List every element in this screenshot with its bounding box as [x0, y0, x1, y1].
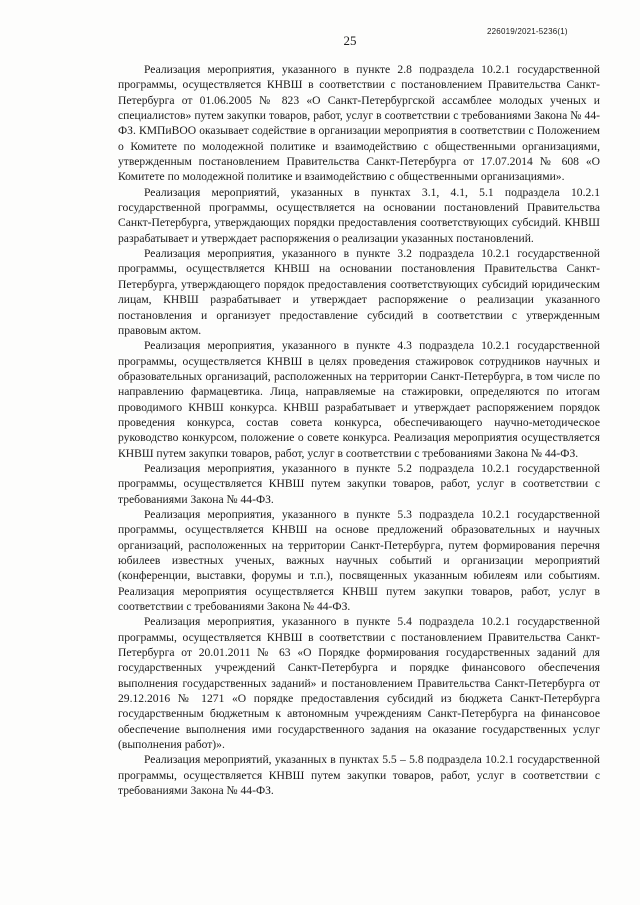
document-reference-number: 226019/2021-5236(1): [487, 27, 568, 36]
paragraph-item-2-8: Реализация мероприятия, указанного в пункте 2.8 подраздела 10.2.1 государственной программы, осуществляется КНВШ в соответствии с постановлением Правительства Санкт-Петербурга от 01.06.2005 № 823 «О Санкт-Петербургской ассамблее молодых ученых и специалистов» путем закупки товаров, работ, услуг в соответствии с требованиями Закона № 44-ФЗ. КМПиВОО оказывает содействие в организации мероприятия в соответствии с Положением о Комитете по молодежной политике и взаимодействию с общественными организациями, утвержденным постановлением Правительства Санкт-Петербурга от 17.07.2014 № 608 «О Комитете по молодежной политике и взаимодействию с общественными организациями».: [118, 63, 600, 184]
paragraph-item-5-3: Реализация мероприятия, указанного в пункте 5.3 подраздела 10.2.1 государственной программы, осуществляется КНВШ на основе предложений образовательных и научных организаций, расположенных на территории Санкт-Петербурга, путем формирования перечня юбилеев известных ученых, важных научных событий и организации мероприятий (конференции, выставки, форумы и т.п.), посвященных указанным юбилеям или событиям. Реализация мероприятия осуществляется КНВШ путем закупки товаров, работ, услуг в соответствии с требованиями Закона № 44-ФЗ.: [118, 507, 600, 614]
paragraph-items-5-5-5-8: Реализация мероприятий, указанных в пунктах 5.5 – 5.8 подраздела 10.2.1 государственной программы, осуществляется КНВШ путем закупки товаров, работ, услуг в соответствии с требованиями Закона № 44-ФЗ.: [118, 753, 600, 798]
paragraph-item-3-2: Реализация мероприятия, указанного в пункте 3.2 подраздела 10.2.1 государственной программы, осуществляется КНВШ на основании постановления Правительства Санкт-Петербурга, утверждающего порядок предоставления соответствующих субсидий юридическим лицам, КНВШ разрабатывает и утверждает распоряжение о реализации указанного постановления и организует предоставление субсидий в соответствии с утвержденным правовым актом.: [118, 247, 600, 337]
page-number: 25: [343, 33, 357, 48]
paragraph-items-3-1-4-1-5-1: Реализация мероприятий, указанных в пунктах 3.1, 4.1, 5.1 подраздела 10.2.1 государственной программы, осуществляется на основании постановлений Правительства Санкт-Петербурга, утверждающих порядки предоставления соответствующих субсидий. КНВШ разрабатывает и утверждает распоряжения о реализации указанных постановлений.: [118, 185, 600, 245]
paragraph-item-5-2: Реализация мероприятия, указанного в пункте 5.2 подраздела 10.2.1 государственной программы, осуществляется КНВШ путем закупки товаров, работ, услуг в соответствии с требованиями Закона № 44-ФЗ.: [118, 461, 600, 506]
document-body: [118, 62, 600, 799]
paragraph-item-4-3: Реализация мероприятия, указанного в пункте 4.3 подраздела 10.2.1 государственной программы, осуществляется КНВШ в целях проведения стажировок сотрудников научных и образовательных организаций, расположенных на территории Санкт-Петербурга, в том числе по направлению фармацевтика. Лица, направляемые на стажировки, определяются по итогам проводимого КНВШ конкурса. КНВШ разрабатывает и утверждает распоряжением порядок проведения конкурса, состав совета конкурса, обеспечивающего научно-методическое руководство конкурсом, положение о совете конкурса. Реализация мероприятия осуществляется КНВШ путем закупки товаров, работ, услуг в соответствии с требованиями Закона № 44-ФЗ.: [118, 339, 600, 460]
paragraph-item-5-4: Реализация мероприятия, указанного в пункте 5.4 подраздела 10.2.1 государственной программы, осуществляется КНВШ в соответствии с постановлением Правительства Санкт-Петербурга от 20.01.2011 № 63 «О Порядке формирования государственных заданий для государственных учреждений Санкт-Петербурга и порядке финансового обеспечения выполнения государственных заданий» и постановлением Правительства Санкт-Петербурга от 29.12.2016 № 1271 «О порядке предоставления субсидий из бюджета Санкт-Петербурга государственным бюджетным к автономным учреждениям Санкт-Петербурга на финансовое обеспечение выполнения ими государственного задания на оказание государственных услуг (выполнения работ)».: [118, 615, 600, 752]
